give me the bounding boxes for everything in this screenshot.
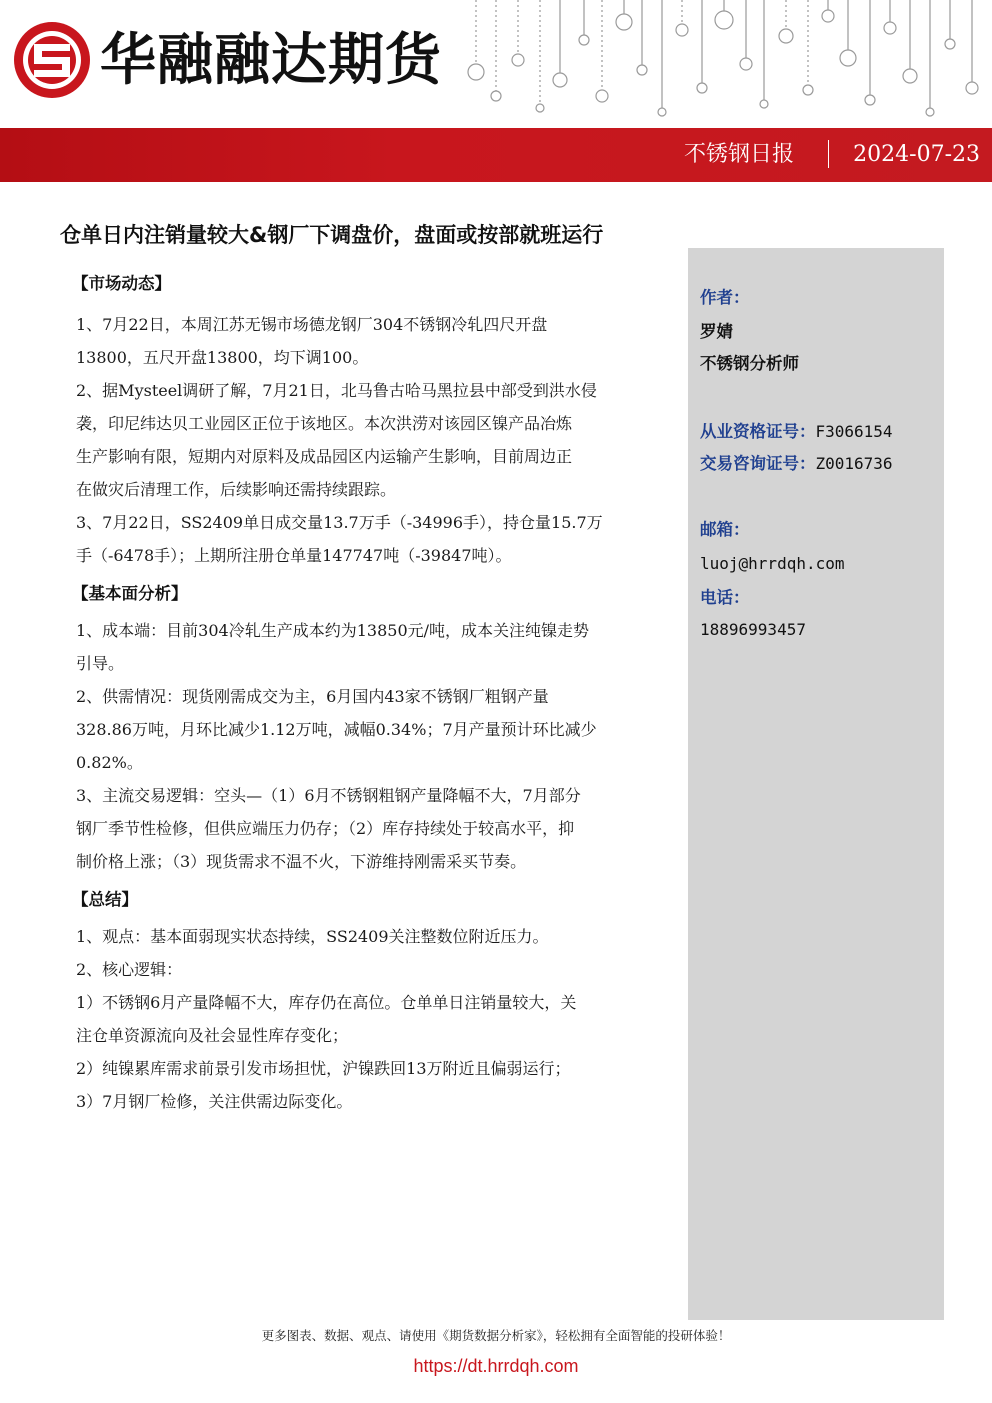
body-line: 生产影响有限，短期内对原料及成品园区内运输产生影响，目前周边正	[76, 447, 573, 466]
body-line: 2、据Mysteel调研了解，7月21日，北马鲁古哈马黑拉县中部受到洪水侵	[76, 381, 597, 400]
page-header	[0, 0, 992, 182]
decor-circle	[760, 100, 768, 108]
report-type: 不锈钢日报	[683, 142, 794, 167]
decor-circle	[512, 54, 524, 66]
decor-circle	[884, 22, 896, 34]
author-role: 不锈钢分析师	[700, 354, 799, 373]
fundamental-paragraphs	[76, 614, 676, 878]
body-line: 1、7月22日，本周江苏无锡市场德龙钢厂304不锈钢冷轧四尺开盘	[76, 315, 548, 334]
body-line: 0.82%。	[76, 753, 143, 772]
footer-url-link[interactable]: https://dt.hrrdqh.com	[413, 1356, 579, 1376]
decor-circle	[715, 11, 733, 29]
header-red-bar	[0, 128, 992, 182]
company-logo-icon	[12, 20, 92, 100]
decor-circle	[468, 64, 484, 80]
decor-circle	[658, 108, 666, 116]
body-line: 手（-6478手）；上期所注册仓单量147747吨（-39847吨）。	[76, 546, 512, 565]
email-label: 邮箱：	[700, 520, 750, 539]
phone-number: 18896993457	[700, 620, 806, 639]
decor-circle	[616, 14, 632, 30]
summary-paragraphs	[76, 920, 676, 1118]
decor-circle	[926, 108, 934, 116]
report-body	[72, 268, 676, 1118]
decor-circle	[903, 69, 917, 83]
body-line: 328.86万吨，月环比减少1.12万吨，减幅0.34%；7月产量预计环比减少	[76, 720, 597, 739]
consult-label: 交易咨询证号：	[700, 454, 816, 473]
decor-circle	[596, 90, 608, 102]
body-line: 2）纯镍累库需求前景引发市场担忧，沪镍跌回13万附近且偏弱运行；	[76, 1059, 571, 1078]
decor-circle	[579, 35, 589, 45]
email-link[interactable]: luoj@hrrdqh.com	[700, 554, 845, 573]
decor-circle	[697, 83, 707, 93]
decor-circle	[945, 39, 955, 49]
body-line: 引导。	[76, 654, 125, 673]
author-label: 作者：	[700, 288, 750, 307]
decor-circle	[553, 73, 567, 87]
decor-circle	[740, 58, 752, 70]
phone-label: 电话：	[700, 588, 750, 607]
decor-circle	[779, 29, 793, 43]
body-line: 1）不锈钢6月产量降幅不大，库存仍在高位。仓单单日注销量较大，关	[76, 993, 577, 1012]
decor-circle	[822, 10, 834, 22]
author-name: 罗婧	[700, 322, 733, 341]
report-title: 仓单日内注销量较大&钢厂下调盘价，盘面或按部就班运行	[60, 223, 604, 247]
body-line: 钢厂季节性检修，但供应端压力仍存；（2）库存持续处于较高水平，抑	[76, 819, 575, 838]
body-line: 3、主流交易逻辑：空头—（1）6月不锈钢粗钢产量降幅不大，7月部分	[76, 786, 581, 805]
author-sidebar	[688, 248, 944, 1320]
market-paragraphs	[76, 308, 676, 572]
qualification-number: F3066154	[815, 422, 893, 441]
body-line: 1、成本端：目前304冷轧生产成本约为13850元/吨，成本关注纯镍走势	[76, 621, 590, 640]
body-line: 2、供需情况：现货刚需成交为主，6月国内43家不锈钢厂粗钢产量	[76, 687, 549, 706]
body-line: 制价格上涨；（3）现货需求不温不火，下游维持刚需采买节奏。	[76, 852, 527, 871]
brand-name: 华融融达期货	[100, 28, 442, 93]
qualification-row	[700, 420, 893, 444]
decor-circle	[865, 95, 875, 105]
header-decoration	[456, 0, 992, 128]
body-line: 注仓单资源流向及社会显性库存变化；	[76, 1026, 349, 1045]
footer-promo: 更多图表、数据、观点、请使用《期货数据分析家》，轻松拥有全面智能的投研体验！	[261, 1328, 731, 1343]
report-date: 2024-07-23	[853, 142, 980, 167]
decor-circle	[803, 85, 813, 95]
consult-row	[700, 452, 893, 476]
decor-circle	[840, 50, 856, 66]
consult-number: Z0016736	[815, 454, 893, 473]
market-heading: 【市场动态】	[72, 274, 171, 293]
decor-circle	[536, 104, 544, 112]
body-line: 袭，印尼纬达贝工业园区正位于该地区。本次洪涝对该园区镍产品冶炼	[76, 414, 573, 433]
header-divider	[828, 140, 829, 168]
body-line: 13800，五尺开盘13800，均下调100。	[76, 348, 369, 367]
body-line: 2、核心逻辑：	[76, 960, 183, 979]
decor-circle	[491, 91, 501, 101]
qualification-label: 从业资格证号：	[700, 422, 816, 441]
body-line: 1、观点：基本面弱现实状态持续，SS2409关注整数位附近压力。	[76, 927, 549, 946]
fundamental-heading: 【基本面分析】	[72, 584, 188, 603]
decor-circle	[676, 24, 688, 36]
body-line: 在做灾后清理工作，后续影响还需持续跟踪。	[76, 480, 397, 499]
summary-heading: 【总结】	[72, 890, 138, 909]
body-line: 3、7月22日，SS2409单日成交量13.7万手（-34996手），持仓量15.7万	[76, 513, 603, 532]
body-line: 3）7月钢厂检修，关注供需边际变化。	[76, 1092, 353, 1111]
decor-circle	[637, 65, 647, 75]
decor-circle	[966, 82, 978, 94]
